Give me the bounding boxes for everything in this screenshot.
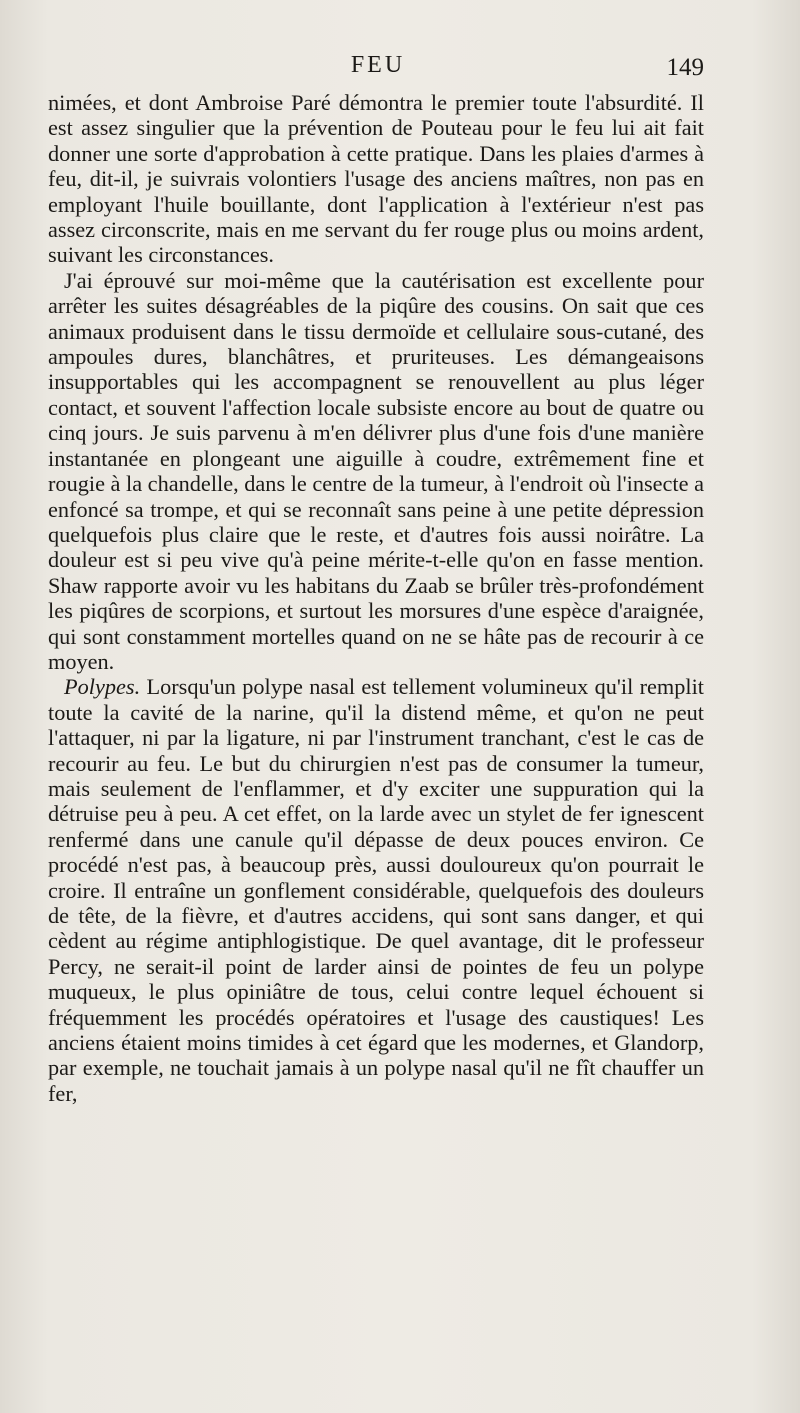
running-head: FEU	[350, 52, 406, 78]
paragraph-continuation	[48, 90, 704, 268]
paragraph-text: nimées, et dont Ambroise Paré démontra le premier toute l'absurdité. Il est assez singulier que la prévention de Pouteau pour le feu lui ait fait donner une sorte d'approbation à cette pratique. Dans les plaies d'armes à feu, dit-il, je suivrais volontiers l'usage des anciens maîtres, non pas en employant l'huile bouillante, dont l'application à l'extérieur n'est pas assez circonscrite, mais en me servant du fer rouge plus ou moins ardent, suivant les circonstances.	[48, 90, 704, 268]
paragraph-text: J'ai éprouvé sur moi-même que la cautérisation est excellente pour arrêter les suites désagréables de la piqûre des cousins. On sait que ces animaux produisent dans le tissu dermoïde et cellulaire sous-cutané, des ampoules dures, blanchâtres, et pruriteuses. Les démangeaisons insupportables qui les accompagnent se renouvellent au plus léger contact, et souvent l'affection locale subsiste encore au bout de quatre ou cinq jours. Je suis parvenu à m'en délivrer plus d'une fois d'une manière instantanée en plongeant une aiguille à coudre, extrêmement fine et rougie à la chandelle, dans le centre de la tumeur, à l'endroit où l'insecte a enfoncé sa trompe, et qui se reconnaît sans peine à une petite dépression quelquefois plus claire que le reste, et d'autres fois aussi noirâtre. La douleur est si peu vive qu'à peine mérite-t-elle qu'on en fasse mention. Shaw rapporte avoir vu les habitans du Zaab se brûler très-profondément les piqûres de scorpions, et surtout les morsures d'une espèce d'araignée, qui sont constamment mortelles quand on ne se hâte pas de recourir à ce moyen.	[48, 267, 704, 674]
paragraph-text: Lorsqu'un polype nasal est tellement volumineux qu'il remplit toute la cavité de la narine, qu'il la distend même, et qu'on ne peut l'attaquer, ni par la ligature, ni par l'instrument tranchant, c'est le cas de recourir au feu. Le but du chirurgien n'est pas de consumer la tumeur, mais seulement de l'enflammer, et d'y exciter une suppuration qui la détruise peu à peu. A cet effet, on la larde avec un stylet de fer ignescent renfermé dans une canule qu'il dépasse de deux pouces environ. Ce procédé n'est pas, à beaucoup près, aussi douloureux qu'on pourrait le croire. Il entraîne un gonflement considérable, quelquefois des douleurs de tête, de la fièvre, et d'autres accidens, qui sont sans danger, et qui cèdent au régime antiphlogistique. De quel avantage, dit le professeur Percy, ne serait-il point de larder ainsi de pointes de feu un polype muqueux, le plus opiniâtre de tous, celui contre lequel échouent si fréquemment les procédés opératoires et l'usage des caustiques! Les anciens étaient moins timides à cet égard que les modernes, et Glandorp, par exemple, ne touchait jamais à un polype nasal qu'il ne fît chauffer un fer,	[48, 674, 704, 1106]
paragraph-polypes	[48, 674, 704, 1106]
page-number: 149	[666, 54, 704, 81]
body-text	[48, 90, 704, 1106]
paragraph-cauterisation	[48, 268, 704, 675]
page-header	[48, 52, 708, 86]
section-lead-polypes: Polypes.	[64, 674, 141, 700]
